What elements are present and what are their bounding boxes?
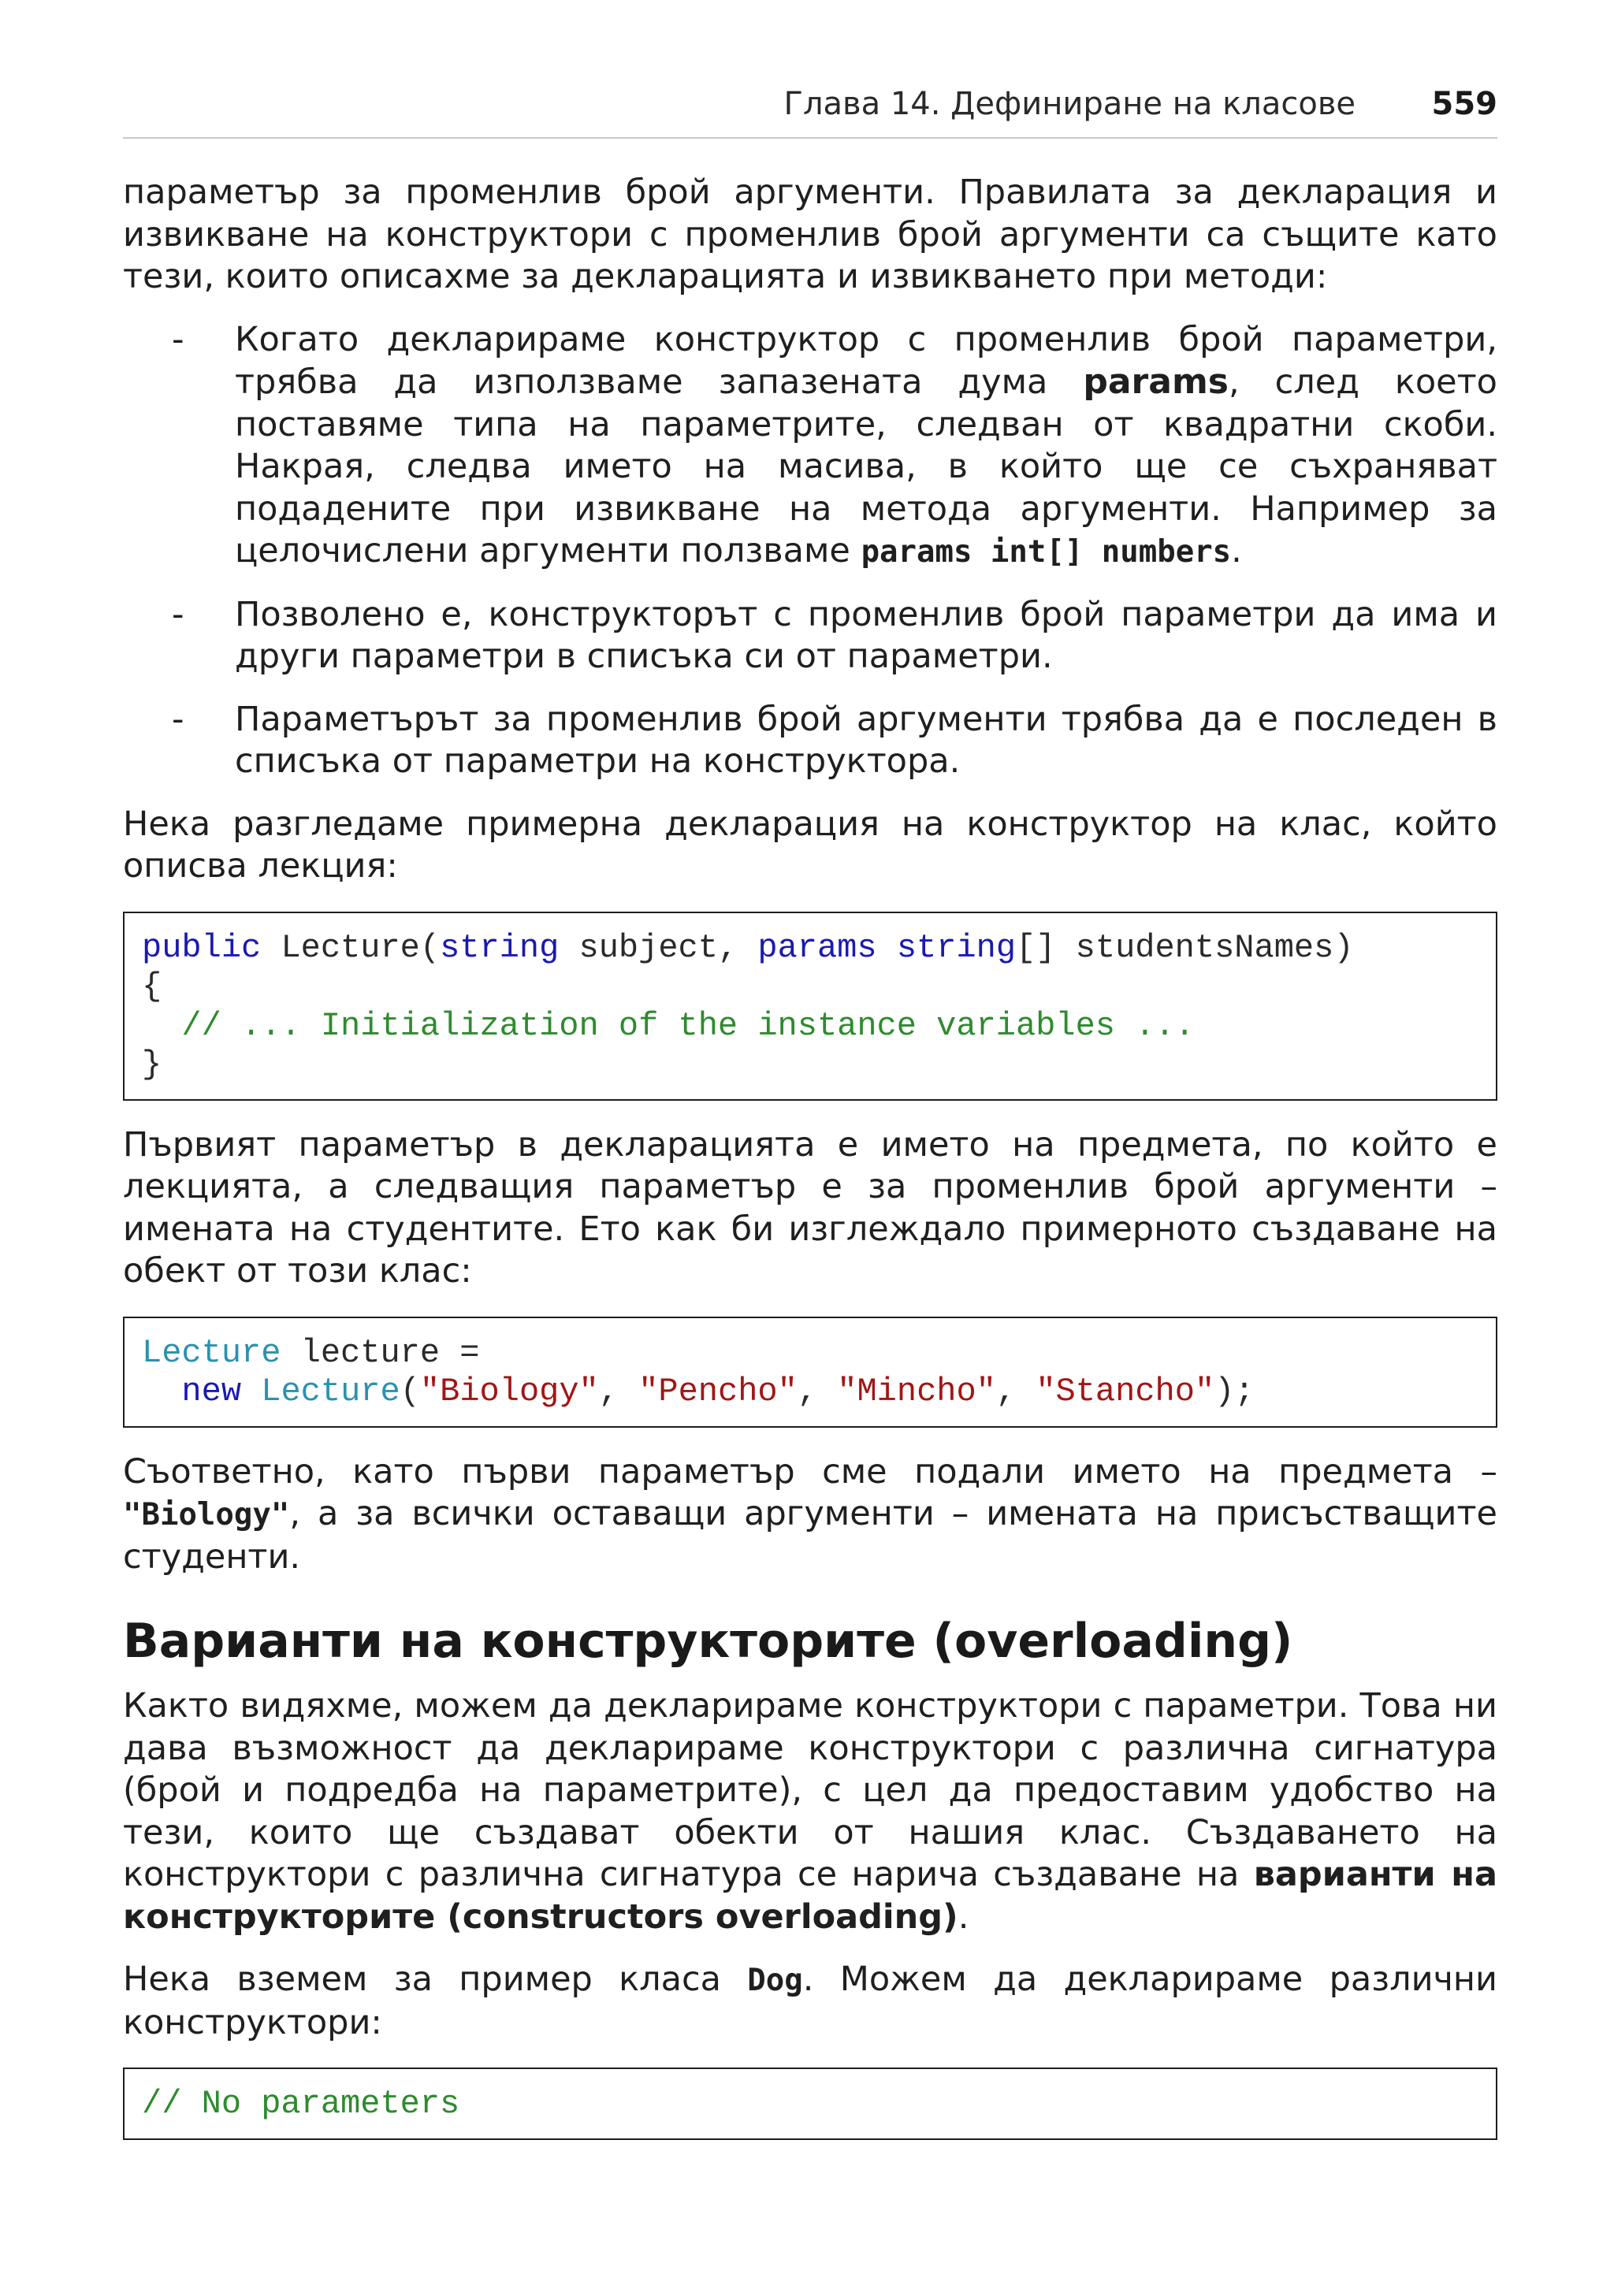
running-header xyxy=(123,82,1497,139)
code-keyword: new xyxy=(181,1373,242,1410)
code-block-constructor-declaration xyxy=(123,912,1497,1101)
chapter-title: Глава 14. Дефиниране на класове xyxy=(783,86,1356,122)
code-comment: // ... Initialization of the instance variables ... xyxy=(142,1006,1195,1045)
page-number: 559 xyxy=(1431,86,1497,122)
code-keyword: params xyxy=(757,928,877,967)
page-content xyxy=(123,172,1497,2164)
code-brace-close: } xyxy=(142,1046,162,1083)
code-indent xyxy=(142,1373,181,1410)
code-text: Lecture( xyxy=(261,928,441,967)
paragraph-text: Съответно, като първи параметър сме подали името на предмета – xyxy=(123,1451,1497,1492)
accordingly-paragraph xyxy=(123,1451,1497,1579)
code-keyword: public xyxy=(142,928,262,967)
code-block-object-creation xyxy=(123,1317,1497,1428)
code-text: , xyxy=(995,1373,1036,1410)
code-text: ); xyxy=(1214,1373,1255,1410)
paragraph-text: Нека вземем за пример класа xyxy=(123,1960,748,1999)
paragraph-text: , а за всички оставащи аргументи – имената на присъстващите студенти. xyxy=(123,1494,1497,1577)
code-text: lecture = xyxy=(281,1333,480,1372)
example-intro-paragraph: Нека разгледаме примерна декларация на конструктор на клас, който описва лекция: xyxy=(123,804,1497,886)
code-block-dog-constructors xyxy=(123,2068,1497,2140)
code-string: "Mincho" xyxy=(837,1373,996,1410)
bullet-text: Параметърът за променлив брой аргументи трябва да е последен в списъка от параметри на конструктора. xyxy=(235,699,1497,781)
code-text: , xyxy=(797,1373,838,1410)
code-brace-open: { xyxy=(142,968,162,1005)
code-text: subject, xyxy=(559,928,758,967)
list-item xyxy=(123,319,1497,574)
code-type: Lecture xyxy=(261,1373,400,1410)
code-type: Lecture xyxy=(142,1333,281,1372)
intro-paragraph: параметър за променлив брой аргументи. Правилата за декларация и извикване на конструктори с променлив брой аргументи са същите като тези, които описахме за декларацията и извикването при методи: xyxy=(123,173,1497,296)
list-item xyxy=(123,699,1497,783)
paragraph-text: . xyxy=(958,1897,969,1937)
code-string: "Biology" xyxy=(419,1373,599,1410)
bullet-text-after: . xyxy=(1231,531,1242,570)
bullet-dash: - xyxy=(172,699,184,739)
code-string: "Pencho" xyxy=(638,1373,798,1410)
code-space xyxy=(241,1373,261,1410)
bullet-text-middle: , след което поставяме типа на параметрите, следван от квадратни скоби. Накрая, следва името на масива, в който ще се съхраняват подадените при извикване на метода аргументи. Например за целочислени аргументи ползваме xyxy=(235,362,1497,570)
code-keyword: string xyxy=(896,928,1017,967)
code-string: "Stancho" xyxy=(1036,1373,1215,1410)
code-text: ( xyxy=(400,1373,420,1410)
inline-code-params: params int[] numbers xyxy=(861,534,1232,570)
dog-paragraph xyxy=(123,1959,1497,2044)
first-parameter-paragraph: Първият параметър в декларацията е името на предмета, по който е лекцията, а следващия параметър е за променлив брой аргументи – имената на студентите. Ето как би изглеждало примерното създаване на обект от този клас: xyxy=(123,1124,1497,1291)
inline-code-dog: Dog xyxy=(747,1963,803,1998)
bullet-dash: - xyxy=(172,594,184,634)
bullet-text: Позволено е, конструкторът с променлив брой параметри да има и други параметри в списъка си от параметри. xyxy=(235,594,1497,676)
overloading-paragraph xyxy=(123,1685,1497,1938)
section-heading: Варианти на конструкторите (overloading) xyxy=(123,1614,1293,1669)
params-keyword: params xyxy=(1083,362,1229,402)
code-keyword: string xyxy=(440,928,560,967)
bullet-dash: - xyxy=(172,319,184,359)
code-space xyxy=(877,929,897,967)
inline-code-biology: "Biology" xyxy=(123,1497,290,1533)
list-item xyxy=(123,594,1497,678)
paragraph-text: . Можем да декларираме различни конструктори: xyxy=(123,1960,1497,2042)
code-comment: // No parameters xyxy=(142,2085,460,2123)
bold-term: варианти на конструкторите (constructors overloading) xyxy=(123,1855,1497,1937)
bullet-text-before: Когато декларираме конструктор с променлив брой параметри, трябва да използваме запазената дума xyxy=(235,319,1497,402)
rules-list xyxy=(123,319,1497,783)
code-text: [] studentsNames) xyxy=(1016,928,1354,967)
code-text: , xyxy=(598,1373,639,1410)
paragraph-text: Както видяхме, можем да декларираме конструктори с параметри. Това ни дава възможност да декларираме конструктори с различна сигнатура (брой и подредба на параметрите), с цел да предоставим удобство на тези, които ще създават обекти от нашия клас. Създаването на конструктори с различна сигнатура се нарича създаване на xyxy=(123,1686,1497,1894)
